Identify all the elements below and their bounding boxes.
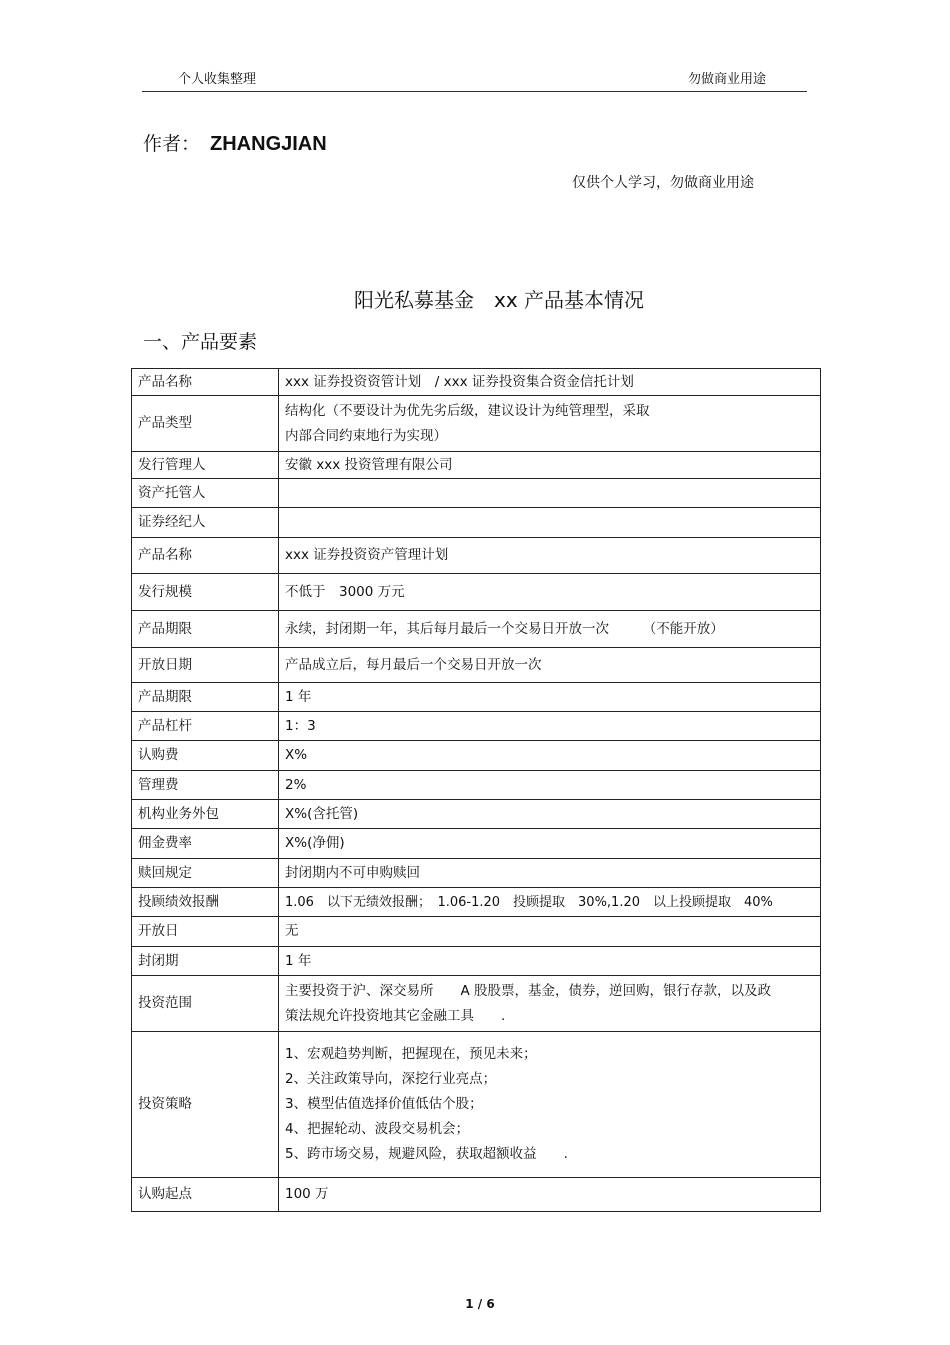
header-right-text: 勿做商业用途 [688, 72, 767, 87]
row-value: 2% [279, 771, 821, 800]
row-value [279, 479, 821, 508]
table-row [132, 508, 821, 538]
row-value: 封闭期内不可申购赎回 [279, 859, 821, 888]
row-label: 赎回规定 [132, 859, 279, 888]
row-label: 机构业务外包 [132, 800, 279, 829]
author-line [143, 129, 327, 156]
table-row [132, 741, 821, 771]
row-label: 发行规模 [132, 574, 279, 611]
row-value: 1 年 [279, 947, 821, 976]
row-label: 发行管理人 [132, 452, 279, 479]
table-row [132, 648, 821, 683]
row-value: X%(含托管) [279, 800, 821, 829]
row-label: 产品期限 [132, 683, 279, 712]
strategy-list [279, 1032, 821, 1178]
table-row [132, 859, 821, 888]
row-label: 管理费 [132, 771, 279, 800]
product-info-table [131, 368, 821, 1212]
row-label: 认购起点 [132, 1178, 279, 1212]
row-value: 1：3 [279, 712, 821, 741]
table-row [132, 538, 821, 574]
table-row [132, 1178, 821, 1212]
table-row [132, 611, 821, 648]
row-label: 产品杠杆 [132, 712, 279, 741]
row-label: 认购费 [132, 741, 279, 771]
row-value: 产品成立后，每月最后一个交易日开放一次 [279, 648, 821, 683]
author-label: 作者： [143, 133, 201, 155]
row-value: 1 年 [279, 683, 821, 712]
list-item: 5、跨市场交易，规避风险，获取超额收益 . [285, 1146, 568, 1162]
list-item: 4、把握轮动、波段交易机会； [285, 1121, 470, 1137]
row-label: 资产托管人 [132, 479, 279, 508]
table-row [132, 369, 821, 396]
list-item: 1、宏观趋势判断，把握现在，预见未来； [285, 1046, 537, 1062]
row-value: 无 [279, 917, 821, 947]
row-value: 结构化（不要设计为优先劣后级，建议设计为纯管理型，采取内部合同约束地行为实现） [279, 396, 821, 452]
document-title: 阳光私募基金 xx 产品基本情况 [353, 288, 645, 312]
row-value: 100 万 [279, 1178, 821, 1212]
section-title: 一、产品要素 [143, 331, 258, 353]
author-name: ZHANGJIAN [210, 133, 327, 155]
table-row [132, 479, 821, 508]
row-value: 安徽 xxx 投资管理有限公司 [279, 452, 821, 479]
row-label: 产品期限 [132, 611, 279, 648]
table-row [132, 976, 821, 1032]
table-row [132, 771, 821, 800]
row-label: 封闭期 [132, 947, 279, 976]
table-row [132, 888, 821, 917]
row-label: 佣金费率 [132, 829, 279, 859]
table-row [132, 396, 821, 452]
disclaimer-text: 仅供个人学习，勿做商业用途 [572, 175, 754, 191]
row-value: 永续，封闭期一年，其后每月最后一个交易日开放一次 （不能开放） [279, 611, 821, 648]
page-number: 1 / 6 [465, 1297, 495, 1311]
row-value: X% [279, 741, 821, 771]
row-value: xxx 证券投资资产管理计划 [279, 538, 821, 574]
table-row [132, 917, 821, 947]
table-row [132, 800, 821, 829]
row-label: 投资策略 [132, 1032, 279, 1178]
row-value: xxx 证券投资资管计划 / xxx 证券投资集合资金信托计划 [279, 369, 821, 396]
list-item: 2、关注政策导向，深挖行业亮点； [285, 1071, 497, 1087]
header-left-text: 个人收集整理 [178, 72, 257, 87]
table-row [132, 712, 821, 741]
row-value: 主要投资于沪、深交易所 A 股股票，基金，债券，逆回购，银行存款，以及政策法规允许投资地其它金融工具 . [279, 976, 821, 1032]
list-item: 3、模型估值选择价值低估个股； [285, 1096, 483, 1112]
table-row [132, 947, 821, 976]
row-label: 产品类型 [132, 396, 279, 452]
row-label: 产品名称 [132, 369, 279, 396]
table-row [132, 683, 821, 712]
header-divider [142, 91, 807, 92]
row-value: 1.06 以下无绩效报酬； 1.06-1.20 投顾提取 30%,1.20 以上投顾提取 40% [279, 888, 821, 917]
table-row [132, 829, 821, 859]
row-label: 开放日期 [132, 648, 279, 683]
table-row [132, 452, 821, 479]
row-value: X%(净佣) [279, 829, 821, 859]
row-label: 开放日 [132, 917, 279, 947]
row-label: 证券经纪人 [132, 508, 279, 538]
row-label: 投资范围 [132, 976, 279, 1032]
row-value [279, 508, 821, 538]
row-label: 投顾绩效报酬 [132, 888, 279, 917]
row-value: 不低于 3000 万元 [279, 574, 821, 611]
row-label: 产品名称 [132, 538, 279, 574]
table-row [132, 574, 821, 611]
table-row [132, 1032, 821, 1178]
